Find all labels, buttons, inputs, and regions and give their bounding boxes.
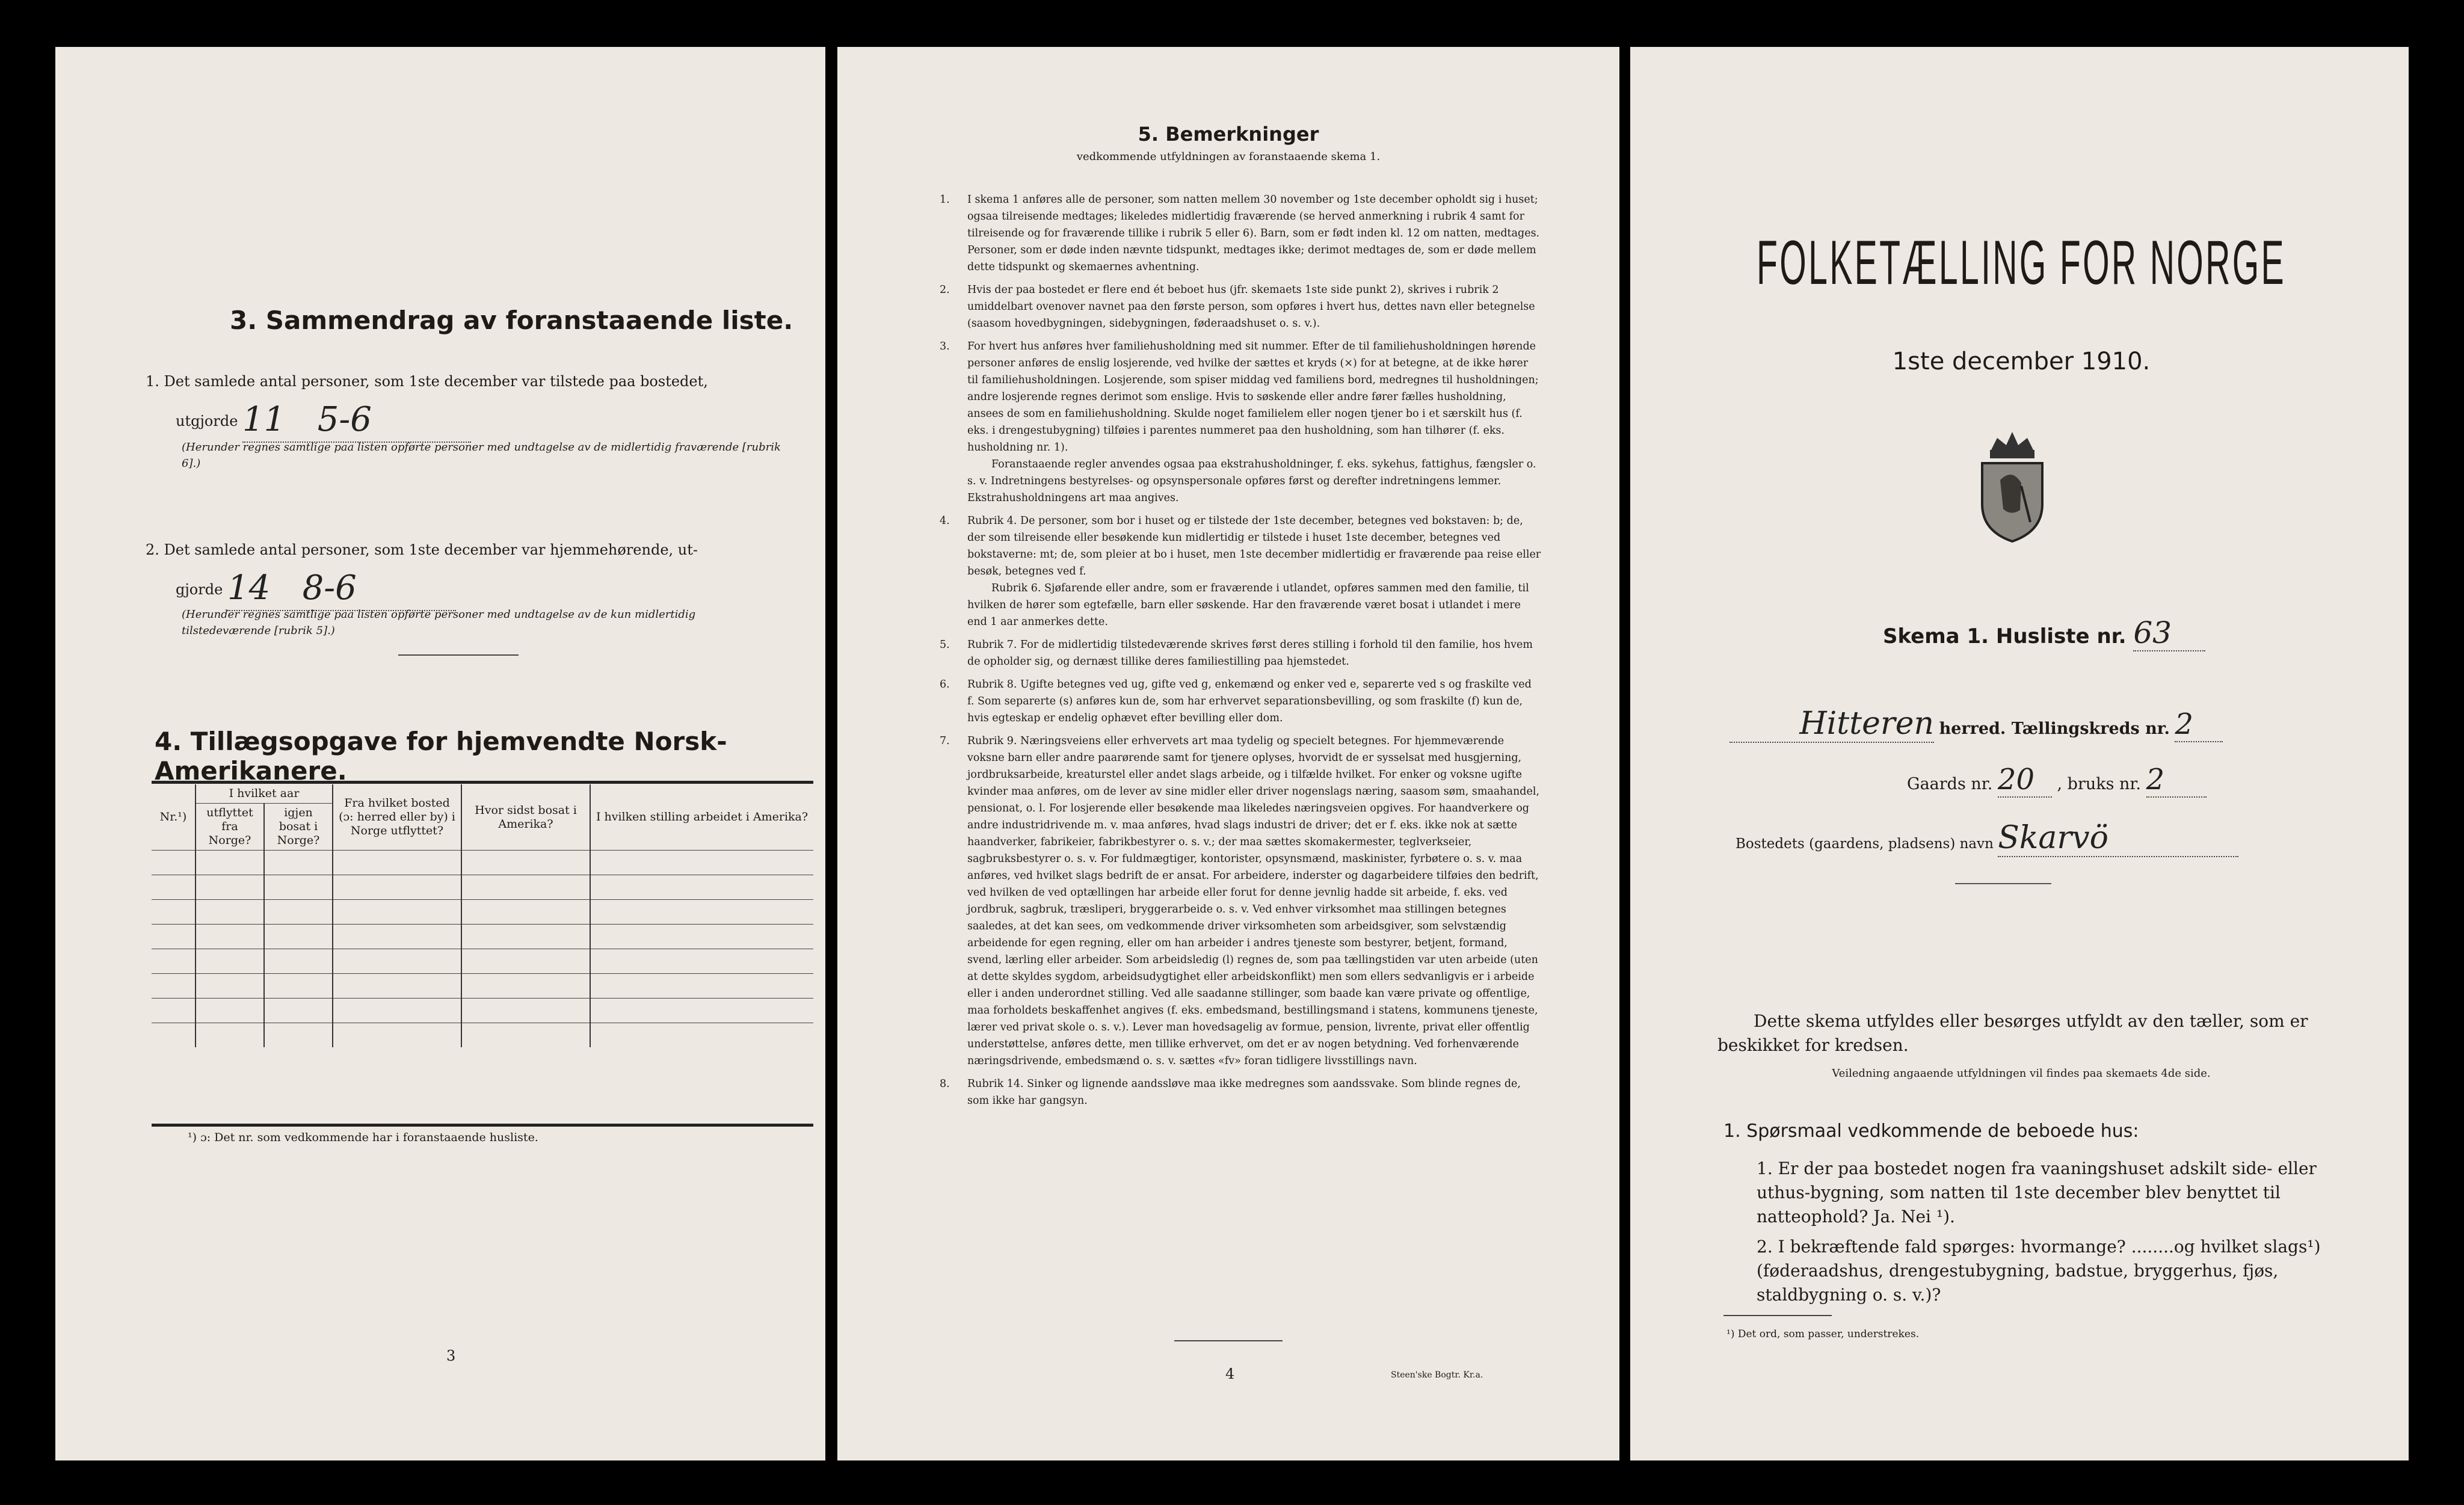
col-where-last: Hvor sidst bosat i Amerika? — [461, 784, 590, 851]
item2-split: 8-6 — [302, 568, 357, 608]
remark-text: Rubrik 4. De personer, som bor i huset og er tilstede der 1ste december, betegnes ved bokstaven: b; de, der som tilreisende eller besøkende kun midlertidig er tilstede i huset 1ste december, betegnes ved bokstaverne: mt; de, som pleier at bo i huset, men 1ste december midlertidig er fraværende paa reise eller besøk, betegnes ved f. — [967, 515, 1541, 577]
herred-label: herred. Tællingskreds nr. — [1939, 719, 2170, 738]
table-footnote: ¹) ɔ: Det nr. som vedkommende har i foranstaaende husliste. — [188, 1131, 538, 1144]
summary-item-1: 1. Det samlede antal personer, som 1ste december var tilstede paa bostedet, — [146, 373, 708, 390]
herred-value: Hitteren — [1729, 706, 1934, 743]
col-year-group: I hvilket aar — [196, 784, 333, 804]
remark-1 — [940, 191, 1541, 275]
divider — [1174, 1340, 1283, 1341]
table-bottom-rule — [152, 1124, 813, 1127]
table-row — [152, 925, 813, 949]
coat-of-arms-icon — [1973, 426, 2051, 546]
item1-total: 11 — [242, 400, 286, 439]
remark-8 — [940, 1076, 1541, 1109]
col-returned: igjen bosat i Norge? — [264, 804, 333, 851]
col-position: I hvilken stilling arbeidet i Amerika? — [590, 784, 813, 851]
gaards-number: 20 — [1998, 763, 2052, 798]
bosted-value: Skarvö — [1998, 820, 2238, 857]
section-3-title: 3. Sammendrag av foranstaaende liste. — [230, 306, 793, 335]
table-row — [152, 949, 813, 974]
instruction-text: Dette skema utfyldes eller besørges utfyldt av den tæller, som er beskikket for kredsen. — [1717, 1011, 2308, 1055]
item2-handwritten — [227, 568, 456, 611]
remark-number: 7. — [940, 735, 950, 747]
summary-item-2: 2. Det samlede antal personer, som 1ste december var hjemmehørende, ut- — [146, 541, 698, 558]
remark-5 — [940, 636, 1541, 670]
remark-text: Rubrik 8. Ugifte betegnes ved ug, gifte ved g, enkemænd og enker ved e, separerte ved s og fraskilte ved f. Som separerte (s) anføres kun de, som har erhvervet separationsbevilling, og som fraskilte (f) kun de, hvis egteskap er endelig ophævet efter bevilling eller dom. — [967, 679, 1532, 724]
remark-7 — [940, 733, 1541, 1070]
remark-6 — [940, 676, 1541, 727]
item2-total: 14 — [227, 568, 271, 608]
kreds-number: 2 — [2175, 707, 2223, 742]
remark-text: Hvis der paa bostedet er flere end ét beboet hus (jfr. skemaets 1ste side punkt 2), skrives i rubrik 2 umiddelbart ovenover navnet paa den første person, som opføres i hvert hus, dettes navn eller betegnelse (saasom hovedbygningen, sidebygningen, føderaadshuset o. s. v.). — [967, 284, 1535, 330]
footnote-rule — [1723, 1315, 1832, 1316]
bosted-label: Bostedets (gaardens, pladsens) navn — [1736, 836, 1994, 852]
page-footnote: ¹) Det ord, som passer, understrekes. — [1726, 1328, 1920, 1340]
skema-line — [1883, 615, 2205, 651]
printer-mark: Steen'ske Bogtr. Kr.a. — [1391, 1370, 1483, 1380]
table-row — [152, 900, 813, 925]
divider — [398, 654, 519, 656]
remark-number: 8. — [940, 1078, 950, 1090]
table-row — [152, 974, 813, 999]
page-number: 3 — [446, 1347, 456, 1364]
page-1 — [1630, 47, 2409, 1460]
remark-text: Rubrik 14. Sinker og lignende aandssløve maa ikke medregnes som aandssvake. Som blinde regnes de, som ikke har gangsyn. — [967, 1078, 1521, 1107]
remark-text-extra: Rubrik 6. Sjøfarende eller andre, som er fraværende i utlandet, opføres sammen med den familie, til hvilken de hører som egtefælle, barn eller søskende. Har den fraværende været bosat i utlandet i mere end 1 aar anmerkes dette. — [967, 582, 1529, 628]
skema-label: Skema 1. Husliste nr. — [1883, 624, 2127, 648]
col-emigrated: utflyttet fra Norge? — [196, 804, 264, 851]
remark-number: 5. — [940, 639, 950, 651]
section-4-title: 4. Tillægsopgave for hjemvendte Norsk-Amerikanere. — [155, 727, 727, 786]
table-row — [152, 875, 813, 900]
item2-prefix: gjorde — [176, 581, 223, 598]
summary-item-1-note: (Herunder regnes samtlige paa listen opførte personer med undtagelse av de midlertidig fraværende [rubrik 6].) — [182, 441, 781, 470]
gaards-label: Gaards nr. — [1907, 775, 1993, 793]
table-row — [152, 1023, 813, 1048]
remarks-title: 5. Bemerkninger — [1138, 123, 1319, 146]
item1-split: 5-6 — [317, 400, 372, 439]
remark-text: Rubrik 7. For de midlertidig tilstedeværende skrives først deres stilling i forhold til den familie, hos hvem de opholder sig, og dernæst tillike deres familiestilling paa hjemstedet. — [967, 639, 1533, 668]
col-nr: Nr.¹) — [159, 810, 187, 823]
page-4 — [837, 47, 1619, 1460]
bosted-line — [1736, 820, 2238, 857]
husliste-number: 63 — [2133, 615, 2205, 651]
census-date: 1ste december 1910. — [1892, 348, 2151, 375]
remarks-list — [940, 191, 1541, 1115]
remark-text: I skema 1 anføres alle de personer, som natten mellem 30 november og 1ste december opholdt sig i huset; ogsaa tilreisende medtages; likeledes midlertidig fraværende (se herved anmerkning i rubrik 4 samt for tilreisende og for fraværende tillike i rubrik 5 eller 6). Barn, som er født inden kl. 12 om natten, medtages. Personer, som er døde inden nævnte tidspunkt, medtages ikke; derimot medtages de, som er døde mellem dette tidspunkt og skemaernes avhentning. — [967, 194, 1540, 273]
remark-text: For hvert hus anføres hver familiehusholdning med sit nummer. Efter de til familiehusholdningen hørende personer anføres de enslig losjerende, ved hvilke der sættes et kryds (×) for at betegne, at de ikke hører til familiehusholdningen. Losjerende, som spiser middag ved familiens bord, medregnes til husholdningen; andre losjerende regnes derimot som enslige. Hvis to søskende eller andre fører fælles husholdning, ansees de som en familiehusholdning. Skulde noget familielem eller nogen tjener bo i et særskilt hus (f. eks. i drengestubygning) tilføies i parentes nummeret paa den husholdning, som han tilhører (f. eks. husholdning nr. 1). — [967, 340, 1539, 454]
item1-handwritten — [242, 400, 471, 443]
remark-4 — [940, 512, 1541, 630]
question-1: 1. Er der paa bostedet nogen fra vaaningshuset adskilt side- eller uthus-bygning, som natten til 1ste december blev benyttet til natteophold? Ja. Nei ¹). — [1757, 1159, 2317, 1226]
question-heading: 1. Spørsmaal vedkommende de beboede hus: — [1723, 1121, 2139, 1142]
remark-text-extra: Foranstaaende regler anvendes ogsaa paa ekstrahusholdninger, f. eks. sykehus, fattighus, fængsler o. s. v. Indretningens bestyrelses- og opsynspersonale opføres først og derefter indretningens lemmer. Ekstrahusholdningens art maa angives. — [967, 458, 1536, 504]
census-title: FOLKETÆLLING FOR NORGE — [1757, 228, 2286, 298]
remark-number: 3. — [940, 340, 950, 352]
remark-number: 6. — [940, 679, 950, 691]
bruks-label: , bruks nr. — [2057, 775, 2141, 793]
summary-item-1-value-line — [176, 401, 657, 438]
gaards-line — [1907, 763, 2207, 798]
returnee-table — [152, 784, 813, 1047]
summary-item-2-value-line — [176, 569, 657, 606]
question-2: 2. I bekræftende fald spørges: hvormange? ........og hvilket slags¹) (føderaadshus, drengestubygning, badstue, bryggerhus, fjøs, staldbygning o. s. v.)? — [1757, 1237, 2321, 1305]
herred-line — [1729, 706, 2331, 743]
col-from-place: Fra hvilket bosted (ɔ: herred eller by) i Norge utflyttet? — [333, 784, 461, 851]
remark-3 — [940, 338, 1541, 506]
summary-item-2-note: (Herunder regnes samtlige paa listen opførte personer med undtagelse av de kun midlertidig tilstedeværende [rubrik 5].) — [182, 608, 696, 637]
remark-text: Rubrik 9. Næringsveiens eller erhvervets art maa tydelig og specielt betegnes. For hjemmeværende voksne barn eller andre paarørende samt for tjenere oplyses, hvorvidt de er sysselsat med husgjerning, jordbruksarbeide, kreaturstel eller andet slags arbeide, og i tilfælde hvilket. For enker og voksne ugifte kvinder maa anføres, om de lever av sine midler eller driver nogenslags næring, saasom søm, smaahandel, pensionat, o. l. For losjerende eller besøkende maa likeledes næringsveien opgives. For haandverkere og andre industridrivende m. v. maa anføres, hvad slags industri de driver; det er f. eks. ikke nok at sætte haandverker, fabrikeier, fabrikbestyrer o. s. v.; der maa sættes skomakermester, teglverkseier, sagbruksbestyrer o. s. v. For fuldmægtiger, kontorister, opsynsmænd, maskinister, fyrbøtere o. s. v. maa anføres, ved hvilket slags bedrift de er ansat. For arbeidere, inderster og dagarbeidere tilføies den bedrift, ved hvilken de ved optællingen har arbeide eller forut for denne jevnlig hadde sit arbeide, f. eks. ved jordbruk, sagbruk, træsliperi, bryggerarbeide o. s. v. Ved enhver virksomhet maa stillingen betegnes saaledes, at det kan sees, om vedkommende driver virksomheten som arbeidsgiver, som selvstændig arbeidende for egen regning, eller om han arbeider i andres tjeneste som bestyrer, betjent, formand, svend, lærling eller arbeider. Som arbeidsledig (l) regnes de, som paa tællingstiden var uten arbeide (uten at dette skyldes sygdom, arbeidsudygtighet eller arbeidskonflikt) men som ellers sedvanligvis er i arbeide eller i anden underordnet stilling. Ved alle saadanne stillinger, som baade kan være private og offentlige, maa forholdets beskaffenhet angives (f. eks. embedsmand, bestillingsmand i statens, kommunens tjeneste, lærer ved privat skole o. s. v.). Lever man hovedsagelig av formue, pension, livrente, privat eller offentlig understøttelse, anføres dette, men tillike erhvervet, om det er av nogen betydning. Ved forhenværende næringsdrivende, embedsmænd o. s. v. sættes «fv» foran tidligere livsstillings navn. — [967, 735, 1540, 1067]
table-row — [152, 851, 813, 875]
instruction-small: Veiledning angaaende utfyldningen vil findes paa skemaets 4de side. — [1832, 1067, 2211, 1080]
table-top-rule — [152, 781, 813, 784]
remarks-subtitle: vedkommende utfyldningen av foranstaaende skema 1. — [1076, 150, 1381, 163]
table-row — [152, 999, 813, 1023]
ornament-divider — [1955, 883, 2051, 884]
remark-2 — [940, 282, 1541, 332]
item1-prefix: utgjorde — [176, 413, 238, 429]
page-3 — [55, 47, 825, 1460]
remark-number: 1. — [940, 194, 950, 206]
remark-number: 2. — [940, 284, 950, 296]
remark-number: 4. — [940, 515, 950, 527]
page-number: 4 — [1225, 1365, 1235, 1382]
bruks-number: 2 — [2146, 763, 2207, 798]
